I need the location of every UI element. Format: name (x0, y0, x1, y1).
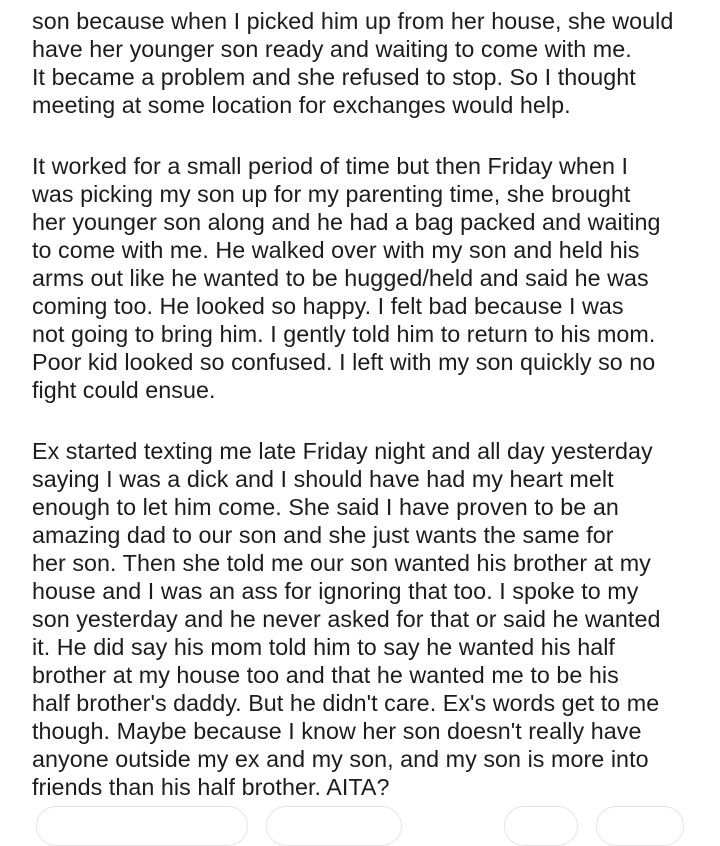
post-action-bar (0, 806, 720, 846)
post-text-line: meeting at some location for exchanges would help. (32, 92, 571, 118)
post-text-line: brother at my house too and that he wanted me to be his (32, 662, 619, 688)
post-text-line: though. Maybe because I know her son doesn't really have (32, 718, 642, 744)
post-text-line: saying I was a dick and I should have had my heart melt (32, 466, 614, 492)
award-button[interactable] (504, 806, 578, 846)
post-text-line: was picking my son up for my parenting time, she brought (32, 181, 631, 207)
cropped-text-line (32, 0, 700, 7)
post-text-line: Ex started texting me late Friday night and all day yesterday (32, 438, 653, 464)
post-text-line: coming too. He looked so happy. I felt bad because I was (32, 293, 624, 319)
post-text-line: It worked for a small period of time but then Friday when I (32, 153, 628, 179)
vote-button[interactable] (36, 806, 248, 846)
post-paragraph-2 (32, 152, 700, 404)
post-text-line: not going to bring him. I gently told him to return to his mom. (32, 321, 656, 347)
post-paragraph-3 (32, 437, 700, 801)
post-text-line: It became a problem and she refused to stop. So I thought (32, 64, 636, 90)
post-text-line: son because when I picked him up from her house, she would (32, 8, 674, 34)
post-text-line: her son. Then she told me our son wanted his brother at my (32, 550, 651, 576)
post-text-line: half brother's daddy. But he didn't care. Ex's words get to me (32, 690, 660, 716)
post-body (32, 0, 700, 801)
post-text-line: to come with me. He walked over with my son and held his (32, 237, 640, 263)
comments-button[interactable] (266, 806, 402, 846)
share-button[interactable] (596, 806, 684, 846)
post-text-line: her younger son along and he had a bag packed and waiting (32, 209, 661, 235)
post-text-line: Poor kid looked so confused. I left with my son quickly so no (32, 349, 656, 375)
post-text-line: it. He did say his mom told him to say he wanted his half (32, 634, 615, 660)
post-text-line: anyone outside my ex and my son, and my son is more into (32, 746, 649, 772)
post-text-line: friends than his half brother. AITA? (32, 774, 390, 800)
post-text-line: amazing dad to our son and she just wants the same for (32, 522, 614, 548)
post-paragraph-1 (32, 7, 700, 119)
post-text-line: house and I was an ass for ignoring that too. I spoke to my (32, 578, 639, 604)
post-text-line: fight could ensue. (32, 377, 216, 403)
post-text-line: have her younger son ready and waiting to come with me. (32, 36, 632, 62)
post-text-line: arms out like he wanted to be hugged/held and said he was (32, 265, 649, 291)
post-text-line: enough to let him come. She said I have proven to be an (32, 494, 619, 520)
post-text-line: son yesterday and he never asked for that or said he wanted (32, 606, 661, 632)
